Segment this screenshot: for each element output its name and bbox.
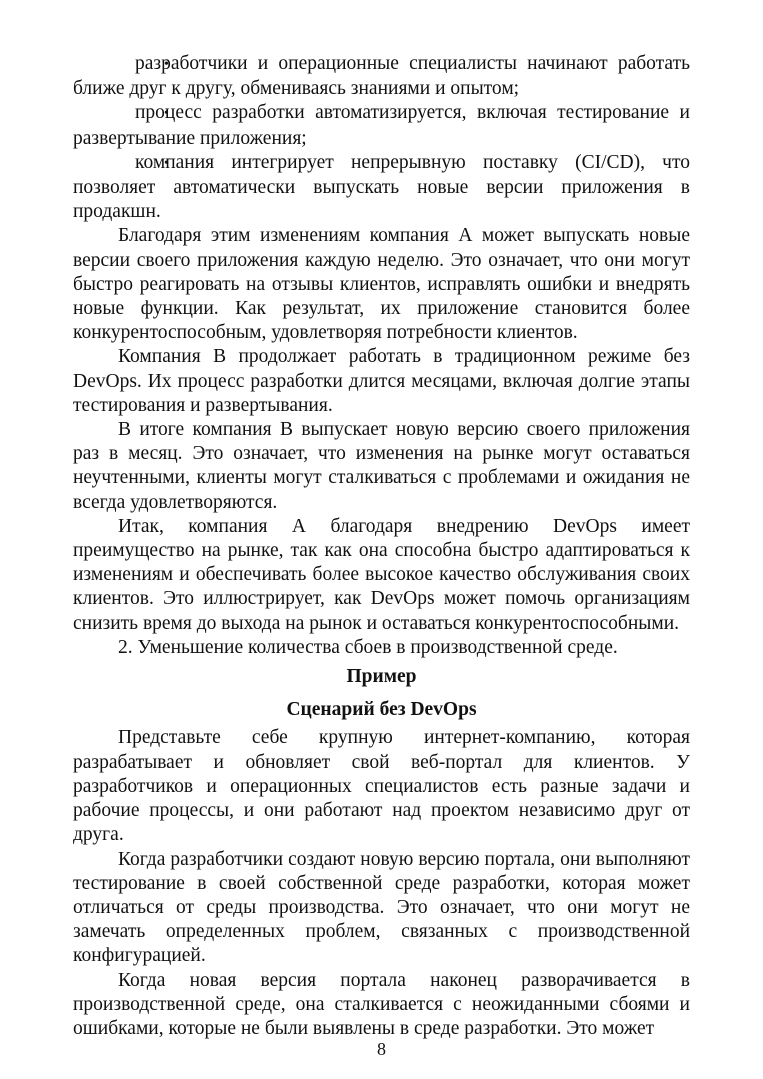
paragraph: Компания B продолжает работать в традиционном режиме без DevOps. Их процесс разработки длится месяцами, включая долгие этапы тестирования и развертывания. <box>73 346 690 416</box>
bullet-item: • разработчики и операционные специалисты начинают работать ближе друг к другу, обмениваясь знаниями и опытом; <box>73 52 690 101</box>
bullet-item: • процесс разработки автоматизируется, включая тестирование и развертывание приложения; <box>73 101 690 150</box>
bullet-item: • компания интегрирует непрерывную поставку (CI/CD), что позволяет автоматически выпускать новые версии приложения в продакшн. <box>73 151 690 225</box>
paragraph: В итоге компания B выпускает новую версию своего приложения раз в месяц. Это означает, что изменения на рынке могут оставаться неучтенными, клиенты могут сталкиваться с проблемами и ожидания не всегда удовлетворяются. <box>73 419 690 513</box>
paragraph: Когда разработчики создают новую версию портала, они выполняют тестирование в своей собственной среде разработки, которая может отличаться от среды производства. Это означает, что они могут не замечать определенных проблем, связанных с производственной конфигурацией. <box>73 848 690 967</box>
heading-scenario: Сценарий без DevOps <box>286 699 477 721</box>
paragraph: Когда новая версия портала наконец разворачивается в производственной среде, она сталкивается с неожиданными сбоями и ошибками, которые не были выявлены в среде разработки. Это может <box>73 969 690 1039</box>
page-content <box>73 52 690 1041</box>
section-item: 2. Уменьшение количества сбоев в производственной среде. <box>118 636 618 658</box>
heading-example: Пример <box>346 666 417 688</box>
paragraph: Представьте себе крупную интернет-компанию, которая разрабатывает и обновляет свой веб-портал для клиентов. У разработчиков и операционных специалистов есть разные задачи и рабочие процессы, и они работают над проектом независимо друг от друга. <box>73 727 690 846</box>
paragraph: Итак, компания А благодаря внедрению DevOps имеет преимущество на рынке, так как она способна быстро адаптироваться к изменениям и обеспечивать более высокое качество обслуживания своих клиентов. Это иллюстрирует, как DevOps может помочь организациям снизить время до выхода на рынок и оставаться конкурентоспособными. <box>73 515 690 634</box>
paragraph: Благодаря этим изменениям компания А может выпускать новые версии своего приложения каждую неделю. Это означает, что они могут быстро реагировать на отзывы клиентов, исправлять ошибки и внедрять новые функции. Как результат, их приложение становится более конкурентоспособным, удовлетворяя потребности клиентов. <box>73 225 690 344</box>
page-number: 8 <box>377 1039 386 1059</box>
